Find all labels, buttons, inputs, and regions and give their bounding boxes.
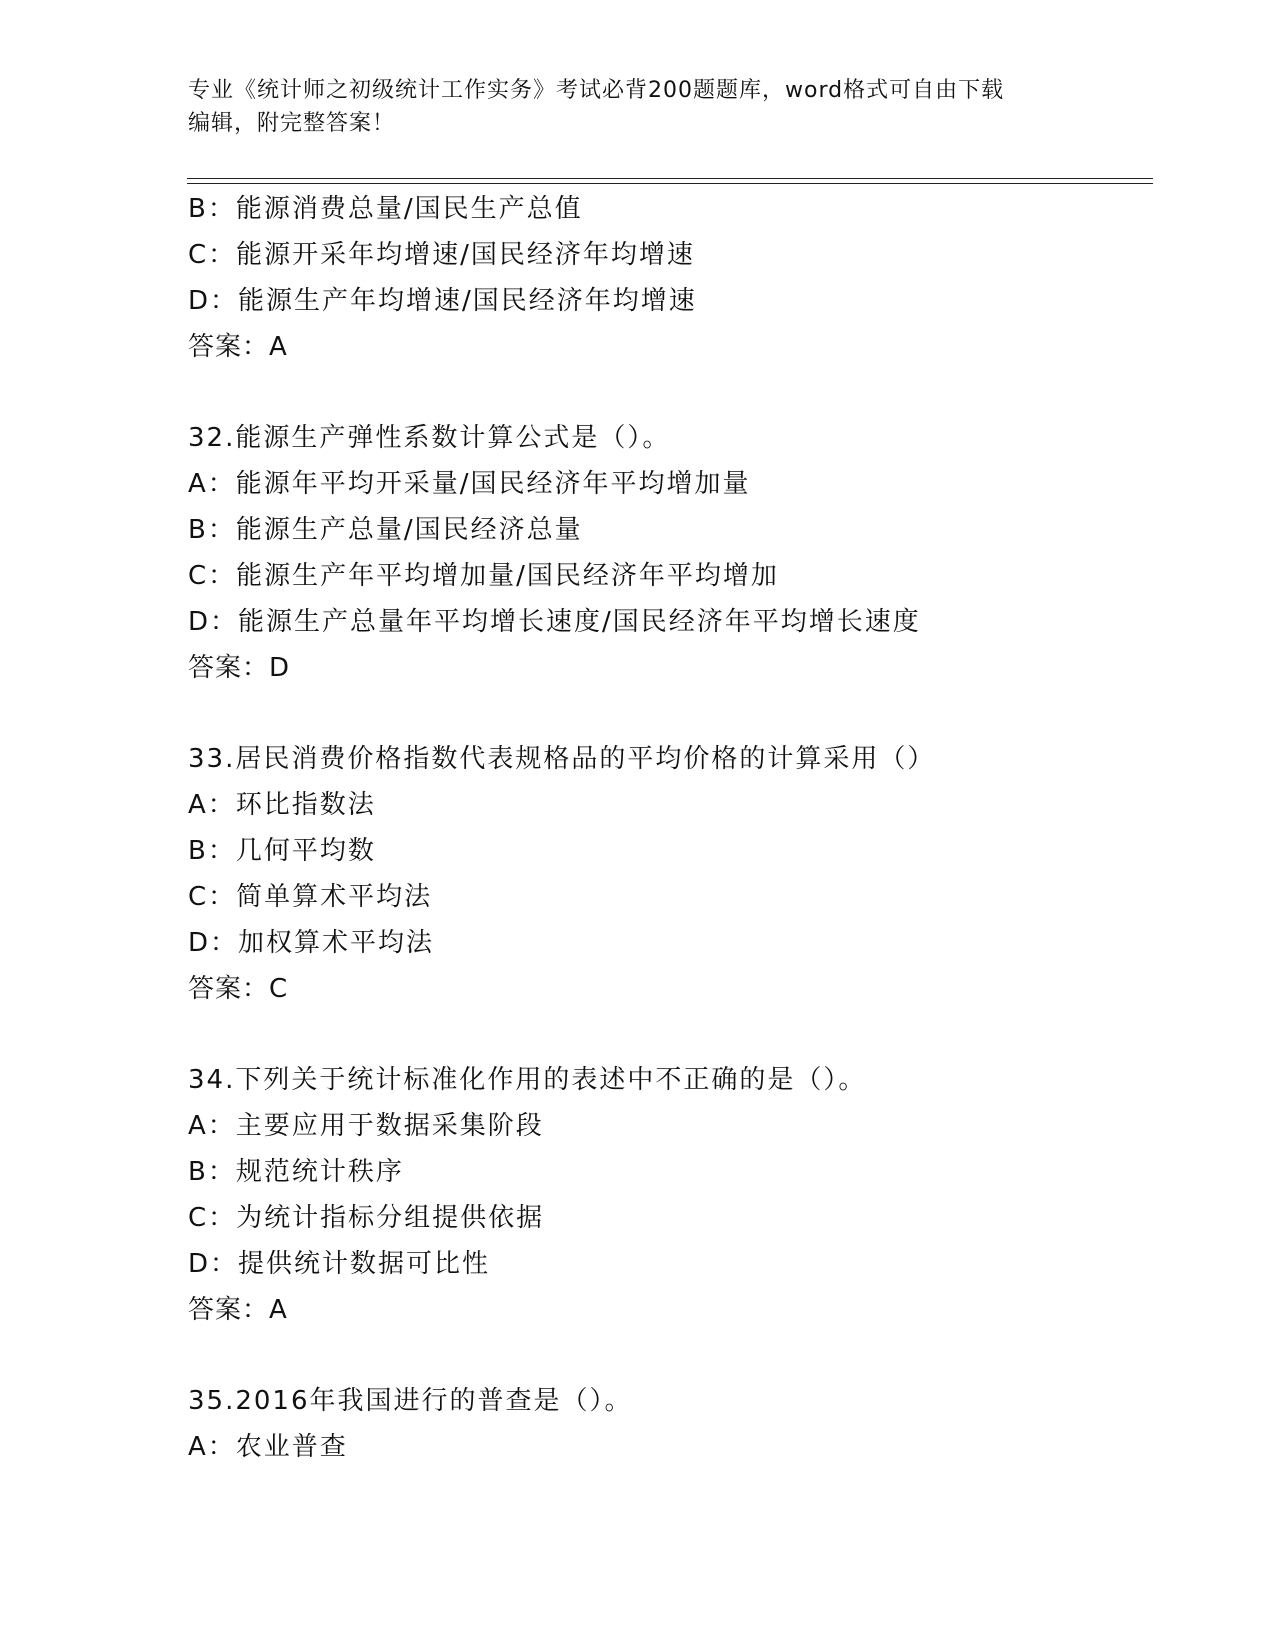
- option-d: D：能源生产总量年平均增长速度/国民经济年平均增长速度: [188, 607, 921, 637]
- option-b: B：能源消费总量/国民生产总值: [188, 194, 583, 224]
- question-block-35: [188, 1378, 1148, 1470]
- answer-line: 答案：A: [188, 1295, 288, 1325]
- answer-line: 答案：A: [188, 332, 288, 362]
- block-spacer: [188, 1012, 1148, 1057]
- header-divider-top: [187, 178, 1153, 179]
- question-list: [188, 186, 1148, 1470]
- block-spacer: [188, 370, 1148, 415]
- option-c: C：能源开采年均增速/国民经济年均增速: [188, 240, 695, 270]
- question-block-32: [188, 415, 1148, 691]
- question-stem: 35.2016年我国进行的普查是（）。: [188, 1386, 633, 1416]
- option-c: C：为统计指标分组提供依据: [188, 1203, 545, 1233]
- header-title-line: 专业《统计师之初级统计工作实务》考试必背200题题库，word格式可自由下载: [188, 78, 1005, 103]
- header-subtitle-line: 编辑，附完整答案！: [188, 111, 396, 136]
- answer-line: 答案：C: [188, 974, 289, 1004]
- document-header: [188, 74, 1088, 140]
- question-stem: 34.下列关于统计标准化作用的表述中不正确的是（）。: [188, 1065, 867, 1095]
- question-stem: 33.居民消费价格指数代表规格品的平均价格的计算采用（）: [188, 744, 936, 774]
- option-d: D：能源生产年均增速/国民经济年均增速: [188, 286, 697, 316]
- question-block-33: [188, 736, 1148, 1012]
- block-spacer: [188, 1333, 1148, 1378]
- option-b: B：几何平均数: [188, 836, 376, 866]
- option-a: A：能源年平均开采量/国民经济年平均增加量: [188, 469, 751, 499]
- block-spacer: [188, 691, 1148, 736]
- question-block-34: [188, 1057, 1148, 1333]
- option-b: B：规范统计秩序: [188, 1157, 404, 1187]
- option-d: D：提供统计数据可比性: [188, 1249, 491, 1279]
- option-c: C：简单算术平均法: [188, 882, 433, 912]
- question-block-previous: [188, 186, 1148, 370]
- option-c: C：能源生产年平均增加量/国民经济年平均增加: [188, 561, 779, 591]
- question-stem: 32.能源生产弹性系数计算公式是（）。: [188, 423, 671, 453]
- option-a: A：环比指数法: [188, 790, 376, 820]
- option-a: A：农业普查: [188, 1432, 348, 1462]
- option-b: B：能源生产总量/国民经济总量: [188, 515, 583, 545]
- option-d: D：加权算术平均法: [188, 928, 435, 958]
- answer-line: 答案：D: [188, 653, 291, 683]
- header-divider-bottom: [187, 183, 1153, 184]
- option-a: A：主要应用于数据采集阶段: [188, 1111, 544, 1141]
